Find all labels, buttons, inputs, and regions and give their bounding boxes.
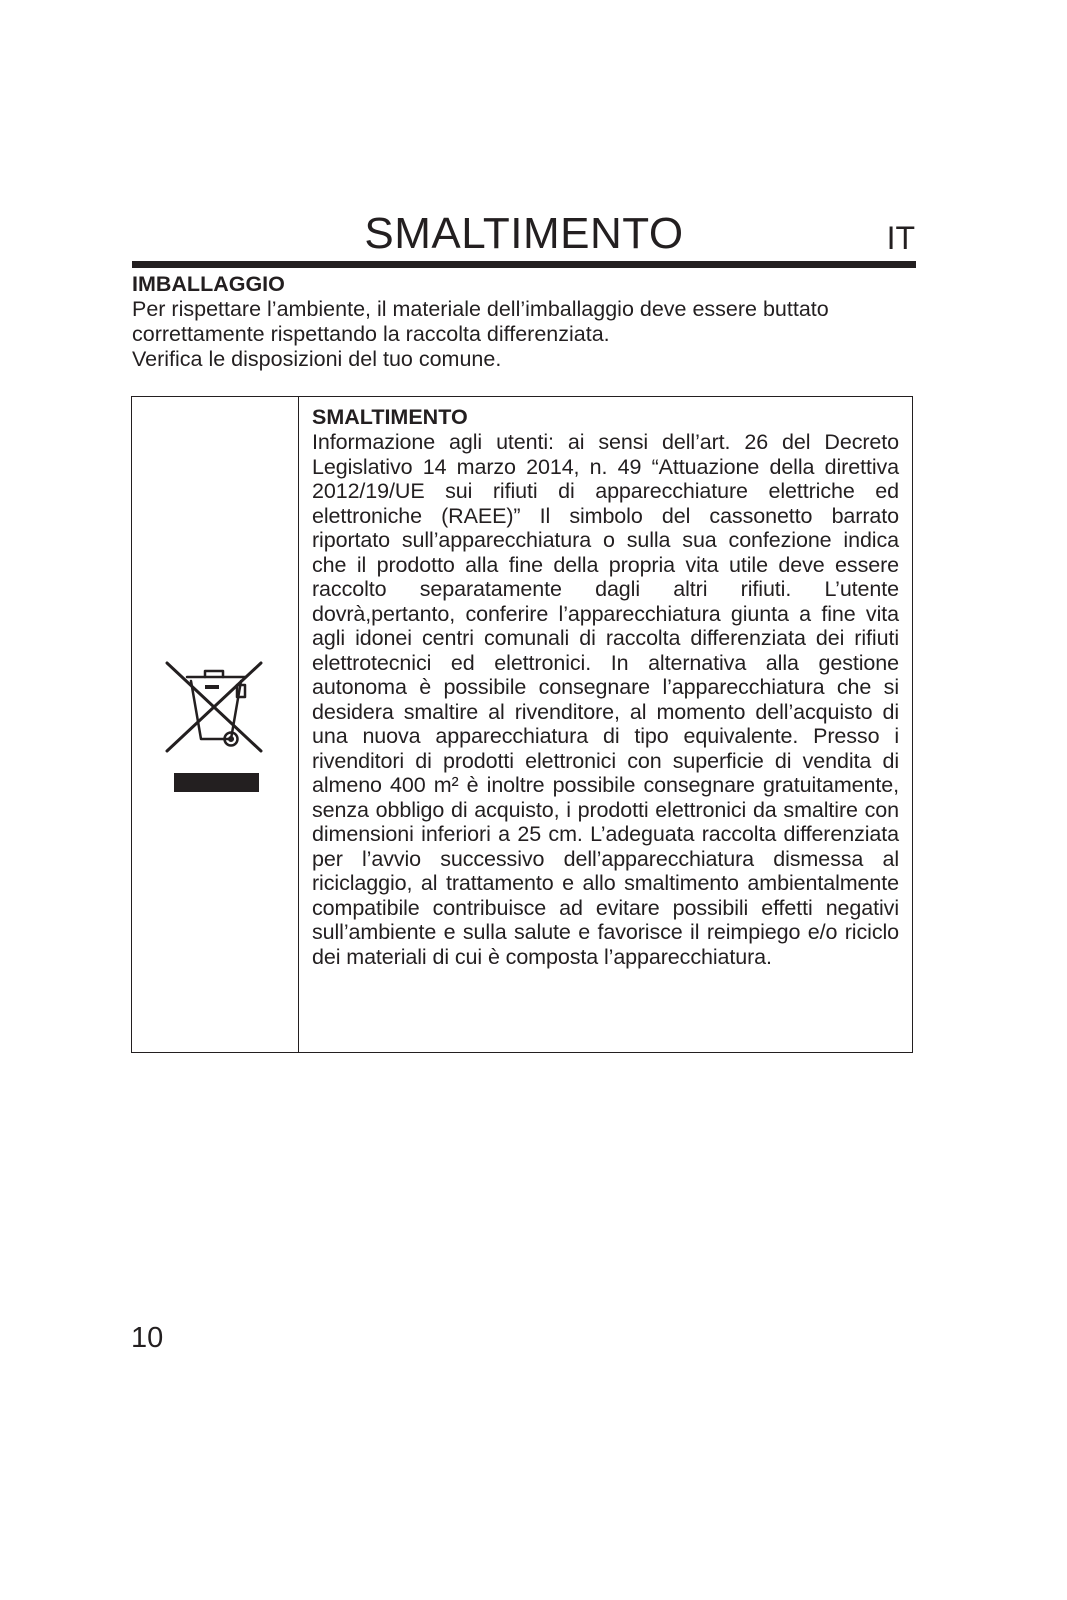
packaging-text: [132, 297, 922, 372]
packaging-paragraph: Verifica le disposizioni del tuo comune.: [132, 347, 502, 371]
packaging-section: [132, 272, 922, 372]
language-code: IT: [886, 220, 915, 256]
crossed-out-wheeled-bin-icon: [165, 659, 265, 795]
title-rule: [132, 261, 916, 268]
packaging-heading: IMBALLAGGIO: [132, 272, 285, 296]
disposal-text-cell: [299, 397, 912, 1052]
packaging-paragraph: Per rispettare l’ambiente, il materiale dell’imballaggio deve essere buttato correttamente rispettando la raccolta differenziata.: [132, 297, 829, 346]
symbol-cell: [132, 397, 299, 1052]
page-title: SMALTIMENTO: [364, 209, 684, 258]
disposal-heading: SMALTIMENTO: [312, 405, 468, 429]
page-number: 10: [131, 1322, 164, 1354]
disposal-box: [131, 396, 913, 1053]
disposal-text: Informazione agli utenti: ai sensi dell’art. 26 del Decreto Legislativo 14 marzo 2014, n. 49 “Attuazione della direttiva 2012/19/UE sui rifiuti di apparecchiature elettriche ed elettroniche (RAEE)” Il simbolo del cassonetto barrato riportato sull’apparecchiatura o sulla sua confezione indica che il prodotto alla fine della propria vita utile deve essere raccolto separatamente dagli altri rifiuti. L’utente dovrà,pertanto, conferire l’apparecchiatura giunta a fine vita agli idonei centri comunali di raccolta differenziata dei rifiuti elettrotecnici ed elettronici. In alternativa alla gestione autonoma è possibile consegnare l’apparecchiatura che si desidera smaltire al rivenditore, al momento dell’acquisto di una nuova apparecchiatura di tipo equivalente. Presso i rivenditori di prodotti elettronici con superficie di vendita di almeno 400 m² è inoltre possibile consegnare gratuitamente, senza obbligo di acquisto, i prodotti elettronici da smaltire con dimensioni inferiori a 25 cm. L’adeguata raccolta differenziata per l’avvio successivo dell’apparecchiatura dismessa al riciclaggio, al trattamento e allo smaltimento ambientalmente compatibile contribuisce ad evitare possibili effetti negativi sull’ambiente e sulla salute e favorisce il reimpiego e/o riciclo dei materiali di cui è composta l’apparecchiatura.: [312, 430, 899, 969]
